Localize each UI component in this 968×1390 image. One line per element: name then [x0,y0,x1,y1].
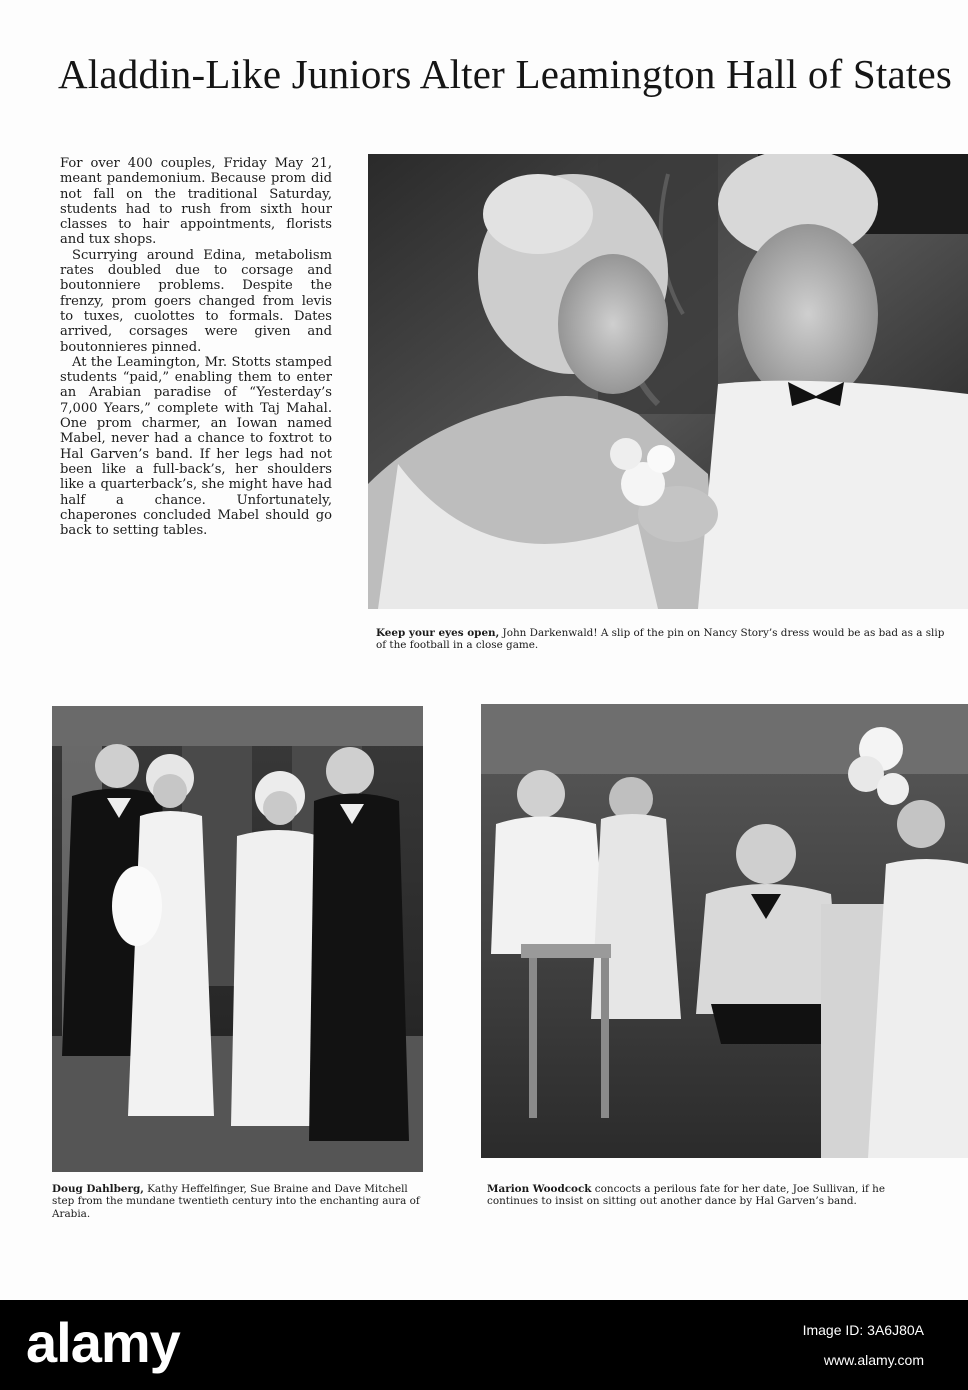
alamy-logo: alamy [26,1311,180,1374]
site-url: www.alamy.com [823,1352,924,1368]
caption-text: John Darkenwald! A slip of the pin on Nancy Story’s dress would be as bad as a slip of the football in a close game. [376,627,945,652]
article-paragraph: At the Leamington, Mr. Stotts stamped students “paid,” enabling them to enter an Arabian paradise of “Yesterday’s 7,000 Years,” complete with Taj Mahal. One prom charmer, an Iowan named Mabel, never had a chance to foxtrot to Hal Garven’s band. If her legs had not been like a full-back’s, her shoulders like a quarterback’s, she might have had half a chance. Unfortunately, chaperones concluded Mabel should go back to setting tables. [60,354,332,539]
caption-top-photo [376,627,956,652]
article-paragraph: Scurrying around Edina, metabolism rates doubled due to corsage and boutonniere problems. Despite the frenzy, prom goers changed from levis to tuxes, cuolottes to formals. Dates arrived, corsages were given and boutonnieres pinned. [60,247,332,355]
photo-students-doorway [52,706,423,1172]
article-paragraph: For over 400 couples, Friday May 21, meant pandemonium. Because prom did not fall on the traditional Saturday, students had to rush from sixth hour classes to hair appointments, florists and tux shops. [60,156,332,248]
caption-lead: Doug Dahlberg, [52,1183,144,1195]
page-title: Aladdin-Like Juniors Alter Leamington Hall of States [58,51,953,97]
caption-bottom-left-photo [52,1183,427,1220]
caption-text: concocts a perilous fate for her date, Joe Sullivan, if he continues to insist on sitting out another dance by Hal Garven’s band. [487,1183,886,1208]
caption-lead: Marion Woodcock [487,1183,592,1195]
photo-seated-couples [481,704,968,1158]
caption-text: Kathy Heffelfinger, Sue Braine and Dave Mitchell step from the mundane twentieth century into the enchanting aura of Arabia. [52,1183,420,1220]
article-body [60,156,332,538]
photo-corsage-pinning [368,154,968,609]
caption-bottom-right-photo [487,1183,917,1208]
image-id-label: Image ID: 3A6J80A [802,1322,924,1338]
caption-lead: Keep your eyes open, [376,627,500,639]
